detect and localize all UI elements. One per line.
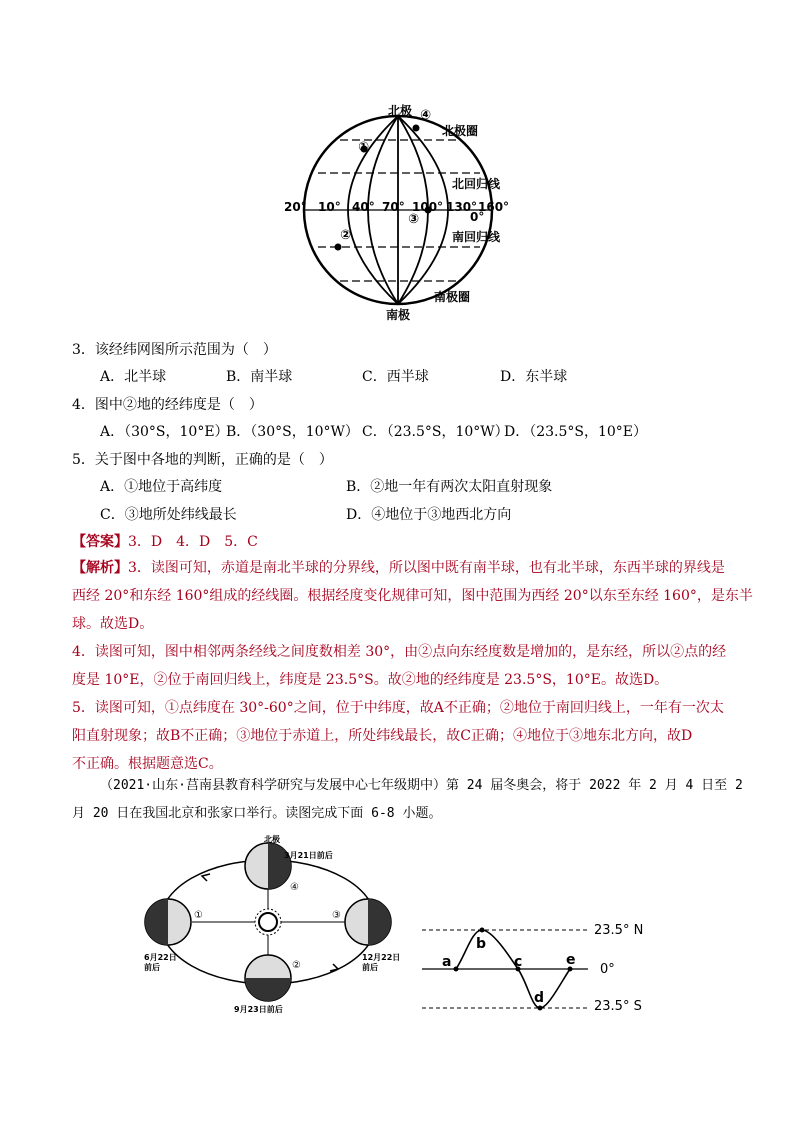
marker-1: ①: [358, 140, 370, 155]
analysis-line-1: 3．读图可知，赤道是南北半球的分界线，所以图中既有南半球，也有北半球，东西半球的界线是: [128, 560, 725, 576]
label-dec22-a: 12月22日: [362, 953, 401, 962]
analysis-label: 【解析】: [72, 560, 128, 576]
q4-option-b: B．（30°S，10°W）: [226, 424, 359, 440]
marker-2: ②: [340, 228, 352, 243]
analysis-line-4: 4．读图可知，图中相邻两条经线之间度数相差 30°，由②点向东经度数是增加的，是东经，所以②点的经: [72, 644, 727, 660]
q4-option-d: D．（23.5°S，10°E）: [504, 424, 648, 440]
curve-label-d: d: [534, 990, 545, 1006]
analysis-line-3: 球。故选D。: [72, 616, 154, 632]
label-lon-10: 10°: [318, 200, 341, 214]
sun-curve-figure: [420, 910, 670, 1020]
label-south-pole: 南极: [386, 308, 411, 322]
curve-label-c: c: [514, 954, 523, 970]
analysis-line-6: 5．读图可知，①点纬度在 30°-60°之间，位于中纬度，故A不正确；②地位于南回归线上，一年有一次太: [72, 700, 724, 716]
answer-text: 3．D 4．D 5．C: [128, 534, 258, 550]
analysis-line-7: 阳直射现象；故B不正确；③地位于赤道上，所处纬线最长，故C正确；④地位于③地东北方向，故D: [72, 728, 693, 744]
curve-label-a: a: [442, 954, 452, 970]
orbit-marker-2: ②: [292, 960, 301, 971]
label-north-pole: 北极: [388, 104, 413, 118]
analysis-line-2: 西经 20°和东经 160°组成的经线圈。根据经度变化规律可知，图中范围为西经 20°以东至东经 160°，是东半: [72, 588, 753, 604]
q5-option-b: B．②地一年有两次太阳直射现象: [346, 479, 553, 495]
label-sep23: 9月23日前后: [234, 1005, 283, 1014]
label-tropic-south: 南回归线: [452, 230, 501, 244]
analysis-line-8: 不正确。根据题意选C。: [72, 756, 223, 772]
label-antarctic-circle: 南极圈: [434, 290, 471, 304]
intro-line-1: （2021·山东·莒南县教育科学研究与发展中心七年级期中）第 24 届冬奥会，将于 2022 年 2 月 4 日至 2: [100, 778, 743, 793]
answer-line: [72, 532, 258, 552]
q5-stem: 5．关于图中各地的判断，正确的是（ ）: [72, 452, 333, 468]
marker-4: ④: [420, 108, 432, 123]
curve-label-s235: 23.5° S: [594, 999, 642, 1014]
orbit-figure: [140, 830, 430, 1015]
orbit-marker-1: ①: [194, 910, 203, 921]
label-lon-40: 40°: [352, 200, 375, 214]
intro-block: [72, 772, 743, 828]
label-lon-130: 130°: [446, 200, 478, 214]
q5-option-a: A．①地位于高纬度: [100, 479, 223, 495]
label-jun22-a: 6月22日: [144, 953, 177, 962]
graticule-figure: [270, 95, 530, 325]
label-tropic-north: 北回归线: [452, 177, 501, 191]
label-arctic-circle: 北极圈: [442, 124, 479, 138]
label-lon-160: 160°: [478, 200, 510, 214]
analysis-block: [72, 554, 753, 778]
intro-line-2: 月 20 日在我国北京和张家口举行。读图完成下面 6-8 小题。: [72, 806, 442, 821]
analysis-line-5: 度是 10°E，②位于南回归线上，纬度是 23.5°S。故②地的经纬度是 23.5°S，10°E。故选D。: [72, 672, 669, 688]
q3-option-c: C．西半球: [362, 369, 429, 385]
q3-option-b: B．南半球: [226, 369, 293, 385]
label-lon-20: 20°: [284, 200, 307, 214]
label-eq-0: 0°: [470, 210, 485, 224]
q5-option-d: D．④地位于③地西北方向: [346, 507, 512, 523]
label-dec22-b: 前后: [362, 963, 378, 972]
q3-option-a: A．北半球: [100, 369, 167, 385]
q3-option-d: D．东半球: [500, 369, 568, 385]
q4-stem: 4．图中②地的经纬度是（ ）: [72, 397, 263, 413]
label-lon-70: 70°: [382, 200, 405, 214]
q4-option-a: A．（30°S，10°E）: [100, 424, 229, 440]
orbit-marker-3: ③: [332, 910, 341, 921]
label-mar21: 3月21日前后: [284, 851, 333, 860]
label-jun22-b: 前后: [144, 963, 160, 972]
marker-3: ③: [408, 212, 420, 227]
label-north: 北极: [264, 835, 280, 844]
curve-label-b: b: [476, 936, 487, 952]
curve-label-e: e: [566, 952, 576, 968]
curve-label-zero: 0°: [600, 962, 615, 977]
curve-label-n235: 23.5° N: [594, 923, 644, 938]
orbit-marker-4: ④: [290, 882, 299, 893]
label-lon-100: 100°: [412, 200, 444, 214]
q5-option-c: C．③地所处纬线最长: [100, 507, 237, 523]
q4-option-c: C．（23.5°S，10°W）: [362, 424, 509, 440]
q3-stem: 3．该经纬网图所示范围为（ ）: [72, 342, 277, 358]
answer-label: 【答案】: [72, 534, 128, 550]
